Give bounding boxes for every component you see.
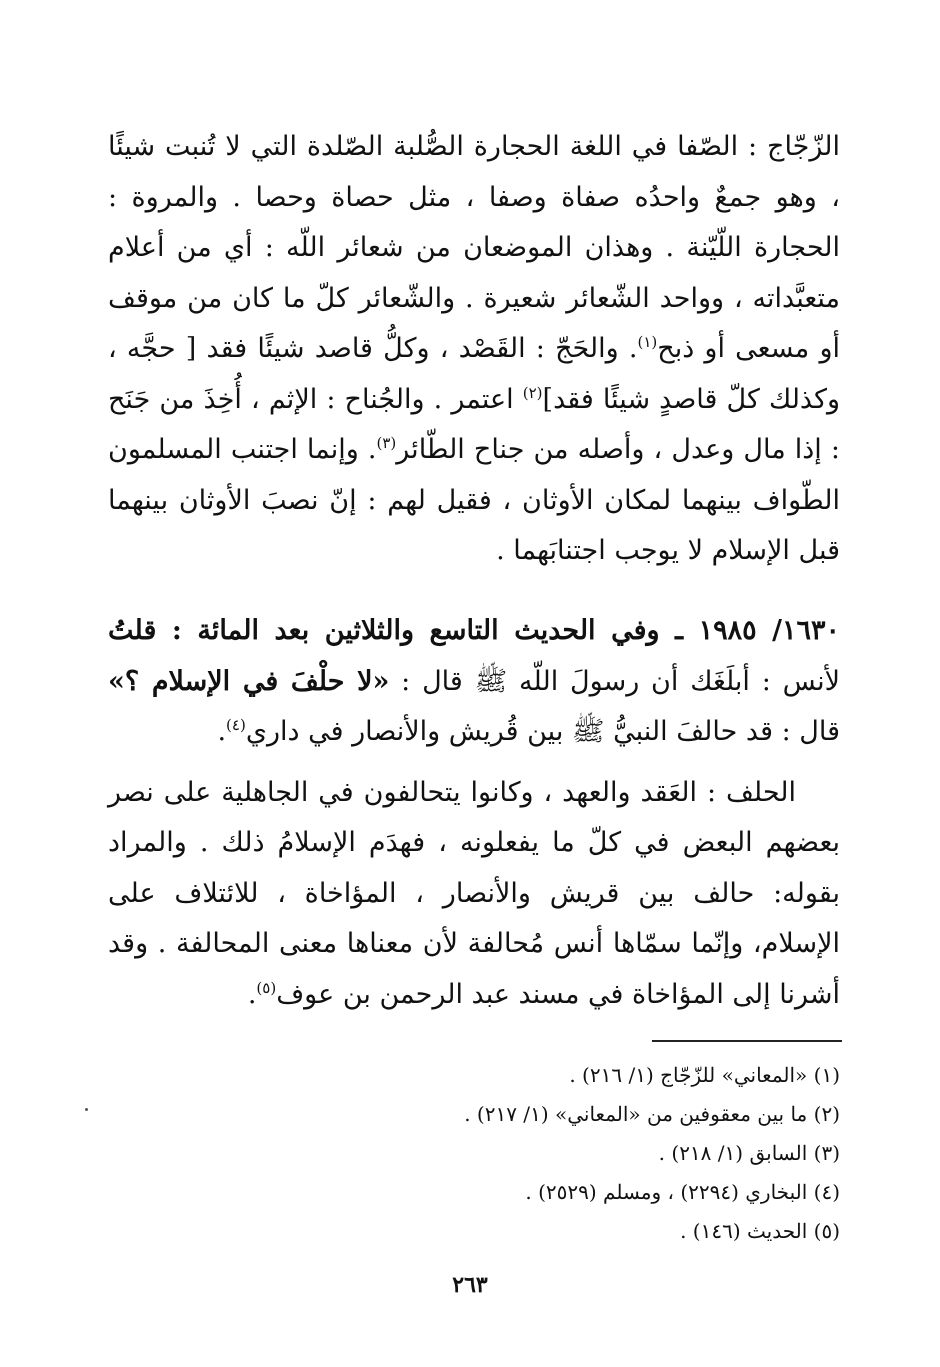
- footnote-ref-5[interactable]: (٥): [256, 978, 277, 997]
- paragraph-text: الحلف : العَقد والعهد ، وكانوا يتحالفون في الجاهلية على نصر بعضهم البعض في كلّ ما يفعلونه ، فهدَم الإسلامُ ذلك . والمراد بقوله: حالف بين قريش والأنصار ، المؤاخاة ، للائتلاف على الإسلام، وإنّما سمّاها أنس مُحالفة لأن معناها معنى المحالفة . وقد أشرنا إلى المؤاخاة في مسند عبد الرحمن بن عوف: [108, 776, 840, 1010]
- footnote-4: (٤) البخاري (٢٢٩٤) ، ومسلم (٢٥٢٩) .: [525, 1180, 840, 1204]
- paragraph-text: . وإنما اجتنب المسلمون الطّواف بينهما لمكان الأوثان ، فقيل لهم : إنّ نصبَ الأوثان بينهما قبل الإسلام لا يوجب اجتنابَهما .: [108, 434, 840, 566]
- footnote-ref-3[interactable]: (٣): [376, 434, 397, 452]
- footnotes-list: [108, 1056, 840, 1251]
- hadith-paragraph: [108, 606, 840, 758]
- main-text: [108, 122, 840, 1020]
- footnote-ref-2[interactable]: (٢): [522, 383, 543, 402]
- footnote-ref-1[interactable]: (١): [637, 333, 658, 351]
- hadith-quote: «لا حلْفَ في الإسلام ؟»: [108, 665, 390, 697]
- hadith-end: .: [217, 716, 227, 747]
- scan-speck: [85, 1108, 88, 1111]
- footnote-2: (٢) ما بين معقوفين من «المعاني» (١/ ٢١٧) .: [464, 1102, 840, 1126]
- paragraph-text: الزّجّاج : الصّفا في اللغة الحجارة الصُّلبة الصّلدة التي لا تُنبت شيئًا ، وهو جمعٌ واحدُه صفاة وصفا ، مثل حصاة وحصا . والمروة : الحجارة اللّيّنة . وهذان الموضعان من شعائر اللّه : أي من أعلام متعبَّداته ، وواحد الشّعائر شعيرة . والشّعائر كلّ ما كان من موقف أو مسعى أو ذبح: [108, 131, 840, 364]
- footnote-ref-4[interactable]: (٤): [226, 716, 246, 734]
- footnote-5: (٥) الحديث (١٤٦) .: [680, 1219, 840, 1243]
- page-number: ٢٦٣: [452, 1272, 488, 1298]
- hadith-text: لأنس : أبلَغَك أن رسولَ اللّه ﷺ قال :: [389, 665, 840, 697]
- paragraph-text: . والحَجّ : القَصْد ، وكلُّ قاصد شيئًا فقد [ حجَّه ، وكذلك كلّ قاصدٍ شيئًا فقد]: [108, 333, 840, 415]
- hadith-heading: ١٦٣٠/ ١٩٨٥ ـ وفي الحديث التاسع والثلاثين بعد المائة : قلتُ: [108, 615, 841, 646]
- commentary-paragraph: [108, 768, 840, 1021]
- hadith-text: قال : قد حالفَ النبيُّ ﷺ بين قُريش والأنصار في داري: [245, 716, 840, 747]
- footnote-separator: [652, 1040, 842, 1042]
- paragraph-end: .: [247, 978, 257, 1010]
- commentary-paragraph: [108, 122, 840, 606]
- paragraph-text: اعتمر . والجُناح : الإثم ، أُخِذَ من جَنَح : إذا مال وعدل ، وأصله من جناح الطّائر: [108, 383, 840, 465]
- footnote-3: (٣) السابق (١/ ٢١٨) .: [658, 1141, 840, 1165]
- footnote-1: (١) «المعاني» للزّجّاج (١/ ٢١٦) .: [569, 1063, 840, 1087]
